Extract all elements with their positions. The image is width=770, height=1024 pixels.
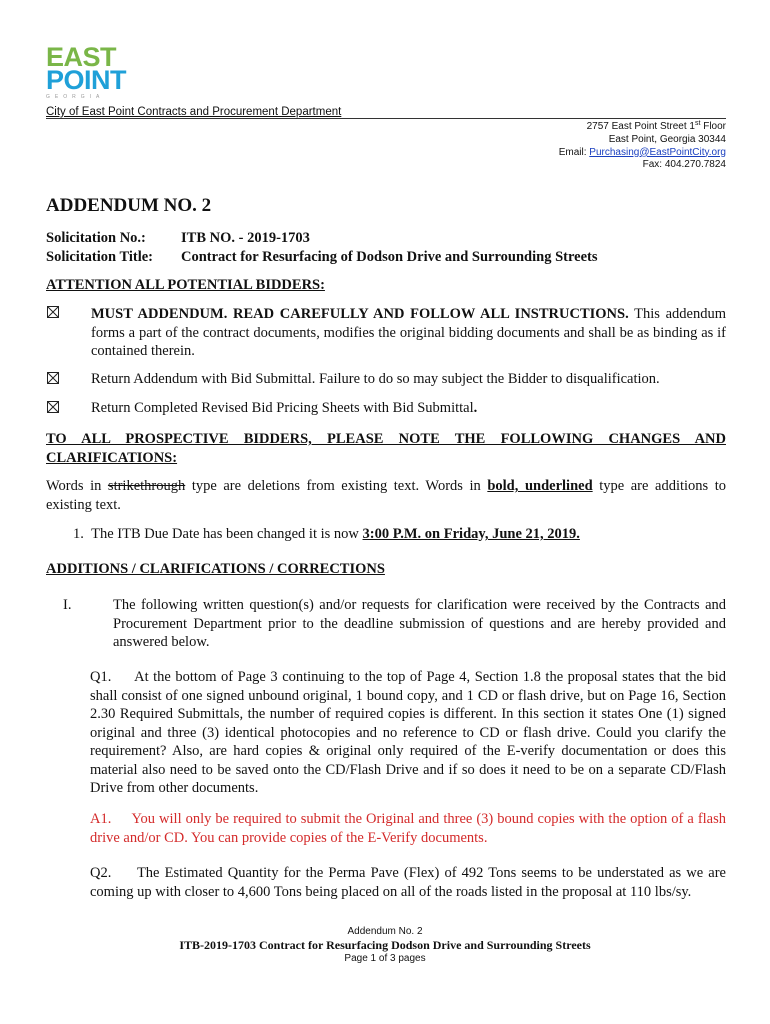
legend-mid: type are deletions from existing text. Words in bbox=[185, 478, 488, 494]
legend-post: type are additions to existing text. bbox=[46, 478, 727, 513]
footer-addendum: Addendum No. 2 bbox=[347, 926, 423, 937]
city-logo bbox=[46, 42, 136, 100]
checklist-item-1-text: This addendum forms a part of the contract documents, modifies the original bidding documents and shall be as binding as if contained therein. bbox=[91, 306, 727, 359]
footer-page-number: Page 1 of 3 pages bbox=[344, 953, 426, 964]
checklist-item-3 bbox=[91, 399, 726, 418]
checklist-item-3-period: . bbox=[473, 400, 478, 416]
email-link[interactable]: Purchasing@EastPointCity.org bbox=[589, 146, 726, 158]
legend-bold-underlined: bold, underlined bbox=[487, 478, 593, 494]
question-2 bbox=[90, 864, 726, 901]
item-1-number: 1. bbox=[73, 526, 84, 542]
solicitation-no-label: Solicitation No.: bbox=[46, 230, 146, 246]
answer-1 bbox=[90, 810, 726, 847]
contact-block bbox=[559, 121, 726, 172]
logo-georgia: GEORGIA bbox=[46, 94, 105, 100]
email-label: Email: bbox=[558, 146, 590, 158]
question-1 bbox=[90, 668, 726, 798]
question-1-label: Q1. bbox=[90, 669, 112, 685]
email-line bbox=[559, 147, 726, 160]
checklist-item-1 bbox=[91, 305, 726, 361]
legend-pre: Words in bbox=[46, 478, 108, 494]
addendum-title: ADDENDUM NO. 2 bbox=[46, 195, 212, 216]
address-line-1 bbox=[559, 121, 726, 134]
legend-strike: strikethrough bbox=[107, 478, 186, 494]
address-sup: st bbox=[694, 120, 701, 127]
answer-1-label: A1. bbox=[90, 811, 112, 827]
fax-line: Fax: 404.270.7824 bbox=[642, 159, 726, 171]
question-2-label: Q2. bbox=[90, 865, 112, 881]
section-heading: ADDITIONS / CLARIFICATIONS / CORRECTIONS bbox=[46, 561, 385, 577]
solicitation-no-value: ITB NO. - 2019-1703 bbox=[181, 230, 310, 246]
logo-east: EAST bbox=[46, 42, 117, 72]
solicitation-info bbox=[46, 229, 597, 267]
solicitation-title-value: Contract for Resurfacing of Dodson Drive and Surrounding Streets bbox=[181, 249, 598, 265]
address-floor: Floor bbox=[700, 121, 726, 132]
checkbox-checked-icon[interactable] bbox=[47, 401, 59, 413]
address-line-2: East Point, Georgia 30344 bbox=[608, 133, 726, 145]
header-divider bbox=[46, 118, 726, 119]
address-street: 2757 East Point Street 1 bbox=[586, 121, 695, 132]
roman-numeral: I. bbox=[63, 597, 72, 613]
department-name: City of East Point Contracts and Procurement Department bbox=[46, 106, 342, 118]
checklist-item-3-text: Return Completed Revised Bid Pricing Sheets with Bid Submittal bbox=[91, 400, 474, 416]
question-1-text: At the bottom of Page 3 continuing to the top of Page 4, Section 1.8 the proposal states that the bid shall consist of one signed unbound original, 1 bound copy, and 1 CD or flash drive, but on Page 16, Section 2.30 Required Submittals, the number of required copies is different. In this section it states One (1) signed original and three (3) identical photocopies and no reference to CD or flash drive. Could you clarify the requirement? Also, are hard copies & original only required of the E-verify documentation or does this material also need to be saved onto the CD/Flash Drive and if so does it need to be on a separate CD/Flash Drive from other documents. bbox=[90, 669, 726, 796]
logo-point: POINT bbox=[46, 65, 127, 95]
item-1-due-date: 3:00 P.M. on Friday, June 21, 2019. bbox=[362, 526, 580, 542]
checklist-item-1-bold: MUST ADDENDUM. READ CAREFULLY AND FOLLOW ALL INSTRUCTIONS. bbox=[91, 306, 629, 322]
checklist-item-2: Return Addendum with Bid Submittal. Failure to do so may subject the Bidder to disqualification. bbox=[91, 371, 660, 387]
roman-1-text: The following written question(s) and/or requests for clarification were received by the Contracts and Procurement Department prior to the deadline submission of questions and are hereby provided and answered below. bbox=[113, 597, 726, 650]
item-1-text: The ITB Due Date has been changed it is now bbox=[91, 526, 363, 542]
answer-1-text: You will only be required to submit the Original and three (3) bound copies with the option of a flash drive and/or CD. You can provide copies of the E-Verify documents. bbox=[90, 811, 727, 846]
solicitation-title-label: Solicitation Title: bbox=[46, 249, 154, 265]
checkbox-checked-icon[interactable] bbox=[47, 306, 59, 318]
footer-title: ITB-2019-1703 Contract for Resurfacing Dodson Drive and Surrounding Streets bbox=[179, 938, 591, 952]
attention-heading: ATTENTION ALL POTENTIAL BIDDERS: bbox=[46, 277, 325, 293]
checkbox-checked-icon[interactable] bbox=[47, 372, 59, 384]
changes-notice: TO ALL PROSPECTIVE BIDDERS, PLEASE NOTE THE FOLLOWING CHANGES AND CLARIFICATIONS: bbox=[46, 431, 726, 466]
legend-paragraph bbox=[46, 477, 726, 514]
item-1 bbox=[73, 525, 723, 544]
question-2-text: The Estimated Quantity for the Perma Pave (Flex) of 492 Tons seems to be understated as we are coming up with closer to 4,600 Tons being placed on all of the roads listed in the proposal at 110 lbs/sy. bbox=[90, 865, 726, 900]
